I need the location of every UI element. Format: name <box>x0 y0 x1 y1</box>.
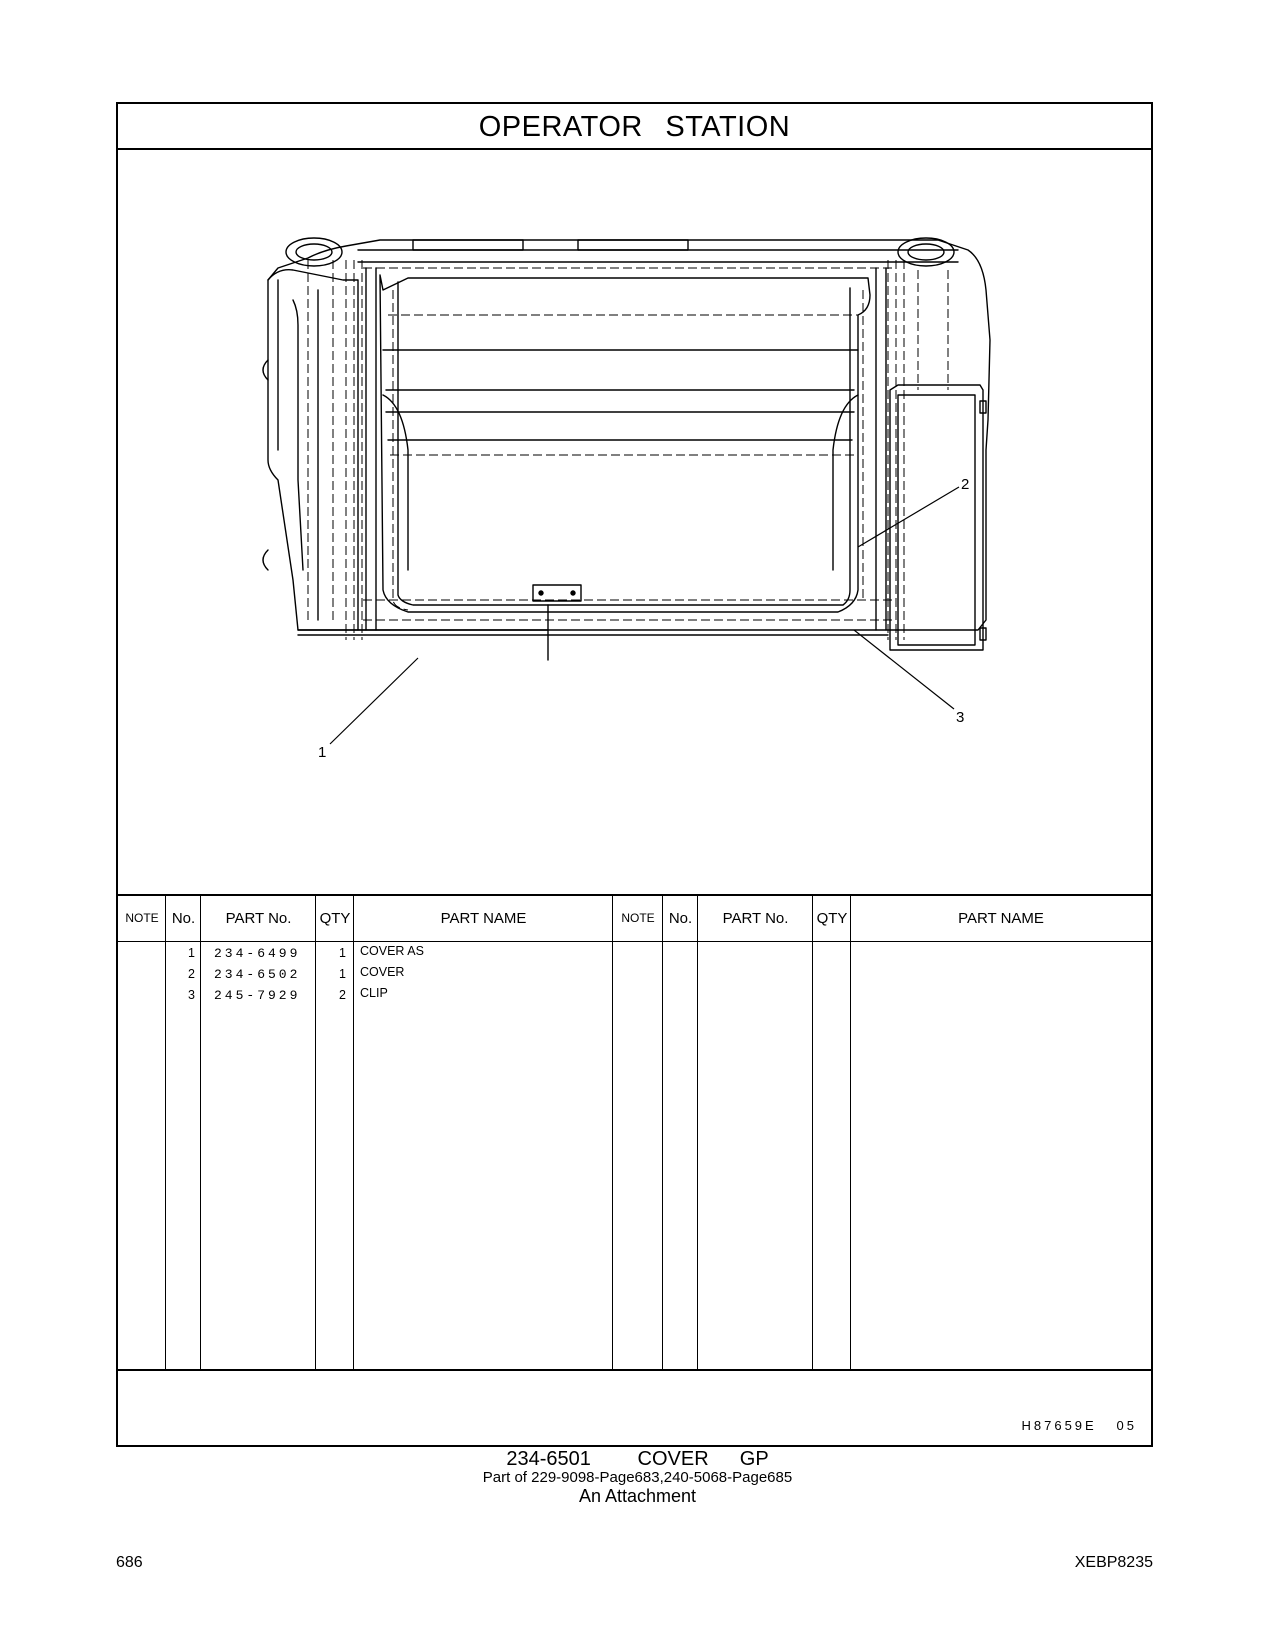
parts-sheet-frame <box>116 102 1153 1447</box>
header-part-no: PART No. <box>225 910 292 927</box>
document-code: XEBP8235 <box>1074 1554 1153 1571</box>
parts-table-left <box>118 896 613 1369</box>
row-2-part-name: COVER <box>360 965 405 979</box>
header-note: NOTE <box>125 911 159 925</box>
page-number: 686 <box>116 1554 143 1571</box>
row-3-no: 3 <box>188 988 195 1002</box>
callout-2: 2 <box>961 476 970 493</box>
callout-1: 1 <box>318 744 327 761</box>
header-part-name: PART NAME <box>440 910 527 927</box>
row-3-qty: 2 <box>339 988 346 1002</box>
parts-table-right <box>613 896 1151 1369</box>
callout-3: 3 <box>956 709 965 726</box>
illustration-reference-code: H87659E 05 <box>1021 1418 1137 1433</box>
section-title: OPERATOR STATION <box>118 104 1151 150</box>
caption-subtitle-2: An Attachment <box>578 1486 697 1506</box>
col-note <box>118 896 166 1369</box>
col-part-no-right <box>698 896 813 1369</box>
row-3-part-no: 245-7929 <box>214 988 301 1003</box>
row-1-part-name: COVER AS <box>360 944 424 958</box>
header-qty: QTY <box>319 910 351 927</box>
header-qty-right: QTY <box>816 910 848 927</box>
col-qty-right <box>813 896 851 1369</box>
header-part-no-right: PART No. <box>722 910 789 927</box>
caption <box>0 1448 1275 1506</box>
header-no: No. <box>171 910 196 927</box>
row-2-qty: 1 <box>339 967 346 981</box>
row-2-no: 2 <box>188 967 195 981</box>
row-1-no: 1 <box>188 946 195 960</box>
row-2-part-no: 234-6502 <box>214 967 301 982</box>
caption-subtitle: Part of 229-9098-Page683,240-5068-Page685 <box>482 1469 793 1486</box>
operator-station-cover-drawing <box>118 150 1151 894</box>
parts-table <box>118 894 1151 1371</box>
header-part-name-right: PART NAME <box>958 910 1044 927</box>
header-no-right: No. <box>668 910 693 927</box>
col-note-right <box>613 896 663 1369</box>
header-note-right: NOTE <box>621 911 655 925</box>
row-1-part-no: 234-6499 <box>214 946 301 961</box>
col-no-right <box>663 896 698 1369</box>
caption-title: 234-6501 COVER GP <box>506 1448 769 1470</box>
row-3-part-name: CLIP <box>360 986 388 1000</box>
row-1-qty: 1 <box>339 946 346 960</box>
